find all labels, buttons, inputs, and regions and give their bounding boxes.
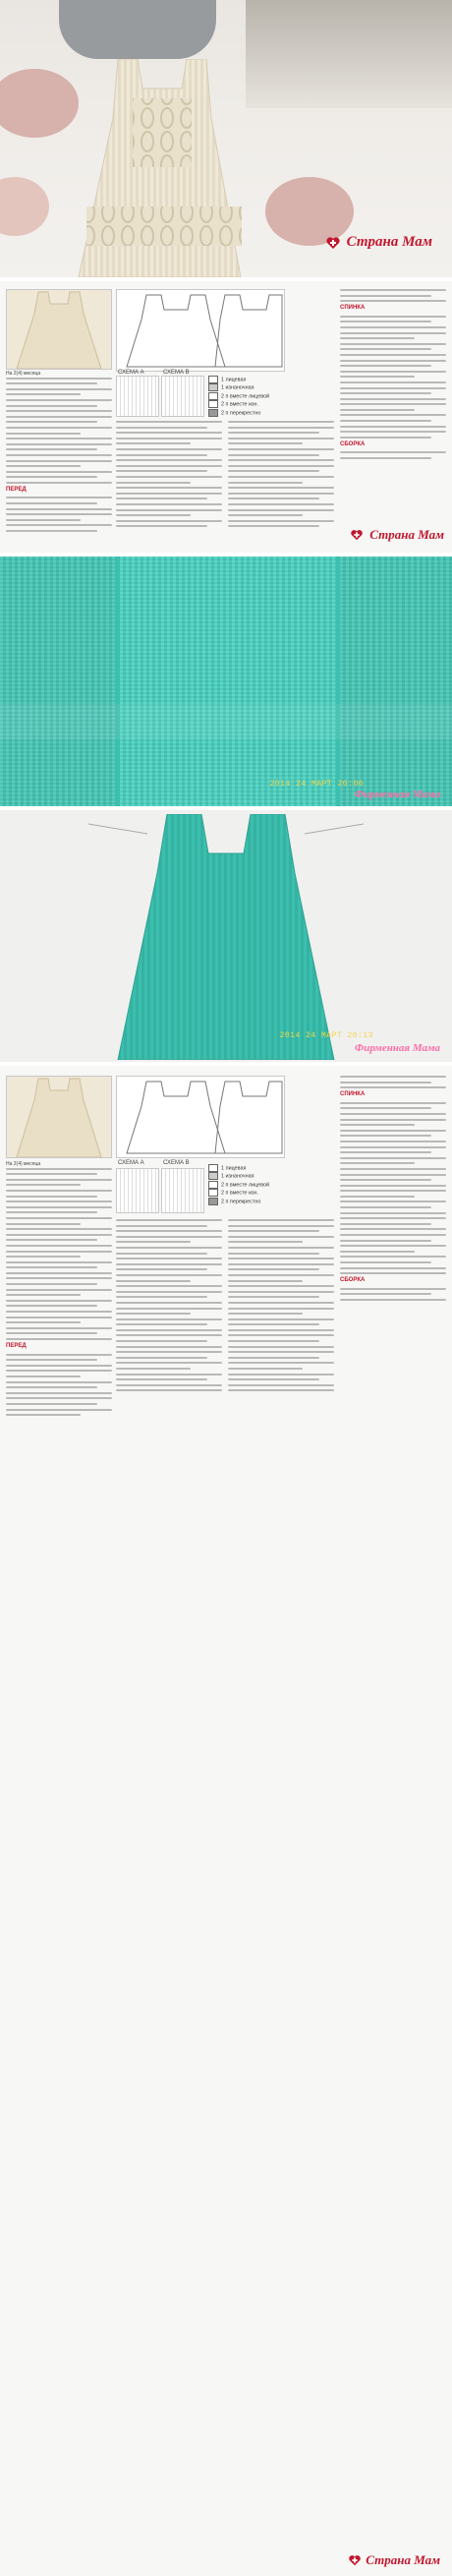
text-column-3 <box>228 1219 334 1395</box>
text-column-2 <box>116 1219 222 1395</box>
teal-knit-photo-2 <box>0 810 452 1062</box>
legend-item: 1 лицевая <box>208 376 269 383</box>
legend-item: 2 п вместе изн. <box>208 400 269 408</box>
front-heading: ПЕРЕД <box>6 486 27 493</box>
size-line: На 2(4) месяца <box>6 1161 41 1167</box>
back-heading: СПИНКА <box>340 305 366 312</box>
legend-item: 2 п перекрестно <box>208 1198 269 1205</box>
heart-cross-icon <box>325 235 341 251</box>
back-heading: СПИНКА <box>340 1091 366 1098</box>
legend-item: 1 лицевая <box>208 1164 269 1172</box>
dress-thumbnail <box>6 289 112 370</box>
text-column-1 <box>6 1162 112 1420</box>
legend-item: 2 п перекрестно <box>208 409 269 417</box>
legend-item: 1 изнаночная <box>208 383 269 391</box>
knit-panel-center <box>120 556 336 806</box>
pattern-page-2 <box>0 1066 452 2576</box>
text-column-4 <box>340 289 446 463</box>
assembly-heading: СБОРКА <box>340 1277 366 1284</box>
knit-panel-left <box>0 556 116 806</box>
site-watermark <box>325 234 432 251</box>
teal-knit-photo-1 <box>0 556 452 806</box>
front-heading: ПЕРЕД <box>6 1343 27 1349</box>
grey-sweater-background <box>59 0 216 59</box>
knitted-dress-image <box>59 59 265 277</box>
text-column-4 <box>340 1076 446 1305</box>
legend-item: 1 изнаночная <box>208 1172 269 1180</box>
photo-watermark: Фирменная Мама <box>354 1042 440 1054</box>
pattern-page-1 <box>0 281 452 553</box>
watermark-text: Страна Мам <box>366 2552 440 2567</box>
legend-item: 2 п вместе лицевой <box>208 1181 269 1189</box>
dress-thumbnail <box>6 1076 112 1158</box>
schema-b-grid <box>161 376 204 417</box>
text-column-3 <box>228 421 334 531</box>
background-wall <box>246 0 452 108</box>
knit-panel-right <box>340 556 452 806</box>
legend-item: 2 п вместе лицевой <box>208 392 269 400</box>
text-column-2 <box>116 421 222 531</box>
dress-schematic <box>116 1076 285 1158</box>
assembly-heading: СБОРКА <box>340 440 366 447</box>
legend <box>208 376 269 417</box>
text-column-1 <box>6 372 112 536</box>
site-watermark <box>348 2552 440 2568</box>
schema-a-grid <box>116 1168 159 1213</box>
legend <box>208 1164 269 1205</box>
schema-a-grid <box>116 376 159 417</box>
heart-cross-icon <box>348 2553 362 2567</box>
site-watermark <box>350 527 444 543</box>
schema-b-label: СХЕМА В <box>163 1160 190 1166</box>
heart-cross-icon <box>350 528 364 542</box>
cable-band <box>0 704 452 739</box>
schema-a-label: СХЕМА А <box>118 1160 144 1166</box>
legend-item: 2 п вместе изн. <box>208 1189 269 1197</box>
photo-watermark: Фирменная Мама <box>354 789 440 800</box>
watermark-text: Страна Мам <box>346 234 432 250</box>
watermark-text: Страна Мам <box>369 527 444 542</box>
photo-date-stamp: 2014 24 MAPT 20:13 <box>279 1031 373 1040</box>
pink-shoe-bottom <box>0 177 49 236</box>
dress-schematic <box>116 289 285 372</box>
photo-date-stamp: 2014 24 MAPT 20:06 <box>269 780 364 789</box>
schema-a-label: СХЕМА А <box>118 370 144 376</box>
schema-b-grid <box>161 1168 204 1213</box>
dress-photo <box>0 0 452 277</box>
teal-dress-image <box>29 814 423 1060</box>
schema-b-label: СХЕМА В <box>163 370 190 376</box>
size-line: На 2(4) месяца <box>6 371 41 377</box>
